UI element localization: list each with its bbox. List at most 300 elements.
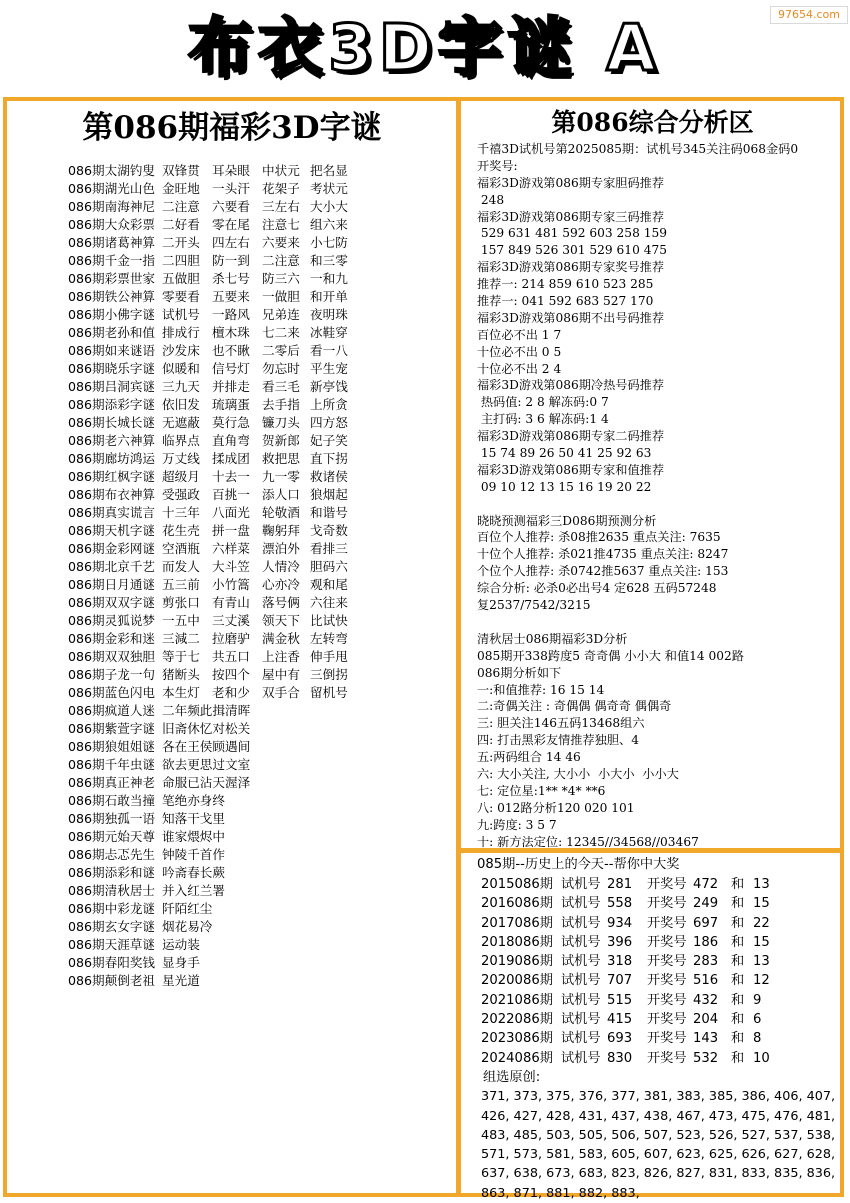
analysis-line: 个位个人推荐: 杀0742推5637 重点关注: 153 [477, 564, 729, 579]
riddle-source: 086期独孤一语 [68, 811, 156, 826]
riddle-clue: 三九天 [162, 379, 200, 394]
riddle-clue: 旧斋休忆对松关 [162, 721, 251, 736]
sum-value: 13 [753, 954, 770, 970]
riddle-clue: 一做胆 [262, 289, 300, 304]
riddle-row [68, 864, 456, 882]
riddle-clue: 看一八 [310, 343, 348, 358]
riddle-clue: 救诸侯 [310, 469, 348, 484]
test-number: 934 [607, 915, 633, 931]
riddle-clue: 老和少 [212, 685, 250, 700]
riddle-row [68, 486, 456, 504]
riddle-source: 086期紫萱字谜 [68, 721, 156, 736]
riddle-row [68, 882, 456, 900]
history-row [477, 894, 841, 913]
sum-label: 和 [731, 896, 745, 912]
riddle-row [68, 648, 456, 666]
history-row [477, 1049, 841, 1068]
riddle-clue: 剪张口 [162, 595, 200, 610]
riddle-clue: 耳朵眼 [212, 163, 250, 178]
riddle-clue: 和开单 [310, 289, 348, 304]
riddle-clue: 二四胆 [162, 253, 200, 268]
draw-number-label: 开奖号 [647, 1031, 687, 1047]
combo-numbers: 371, 373, 375, 376, 377, 381, 383, 385, 386, 406, 407, 426, 427, 428, 431, 437, 438, 467, 473, 475, 476, 481, 483, 485, 503, 505, 506, 507, 523, 526, 527, 537, 538, 571, 573, 581, 583, 605, 607, 623, 625, 626, 627, 628, 637, 638, 673, 683, 823, 826, 827, 831, 833, 835, 836, 863, 871, 881, 882, 883, [481, 1089, 836, 1201]
sum-value: 12 [753, 973, 770, 989]
riddle-source: 086期长城长谜 [68, 415, 156, 430]
test-number: 281 [607, 877, 633, 892]
riddle-clue: 拼一盘 [212, 523, 250, 538]
riddle-clue: 五做胆 [162, 271, 200, 286]
riddle-clue: 二好看 [162, 217, 200, 232]
riddle-source: 086期小佛字谜 [68, 307, 156, 322]
sum-label: 和 [731, 954, 745, 970]
test-number: 693 [607, 1031, 633, 1047]
riddle-row [68, 720, 456, 738]
riddle-clue: 运动装 [162, 937, 200, 952]
riddle-clue: 镰刀头 [262, 415, 300, 430]
riddle-clue: 双锋贯 [162, 163, 200, 178]
riddle-row [68, 342, 456, 360]
riddle-row [68, 216, 456, 234]
analysis-line: 千禧3D试机号第2025085期：试机号345关注码068金码0 [477, 142, 799, 156]
history-issue: 2018086期 [481, 934, 553, 950]
riddle-source: 086期真正神老 [68, 775, 156, 790]
riddle-clue: 而发人 [162, 559, 200, 574]
analysis-line: 085期开338跨度5 奇奇偶 小小大 和值14 002路 [477, 648, 744, 663]
riddle-clue: 受强政 [162, 487, 200, 502]
analysis-line: 九:跨度: 3 5 7 [477, 817, 557, 832]
riddle-clue: 中状元 [262, 163, 300, 178]
draw-number-label: 开奖号 [647, 1012, 687, 1028]
riddle-clue: 有青山 [212, 595, 250, 610]
draw-number: 249 [693, 896, 719, 912]
draw-number: 186 [693, 934, 719, 950]
riddle-source: 086期玄女字谜 [68, 919, 156, 934]
riddle-clue: 六样菜 [212, 541, 250, 556]
riddle-source: 086期千金一指 [68, 253, 156, 268]
riddle-clue: 新亭饯 [310, 379, 348, 394]
riddle-clue: 一路风 [212, 307, 250, 322]
draw-number-label: 开奖号 [647, 934, 687, 950]
riddle-row [68, 612, 456, 630]
riddle-clue: 五三前 [162, 577, 200, 592]
riddle-row [68, 288, 456, 306]
riddle-source: 086期双双独胆 [68, 649, 156, 664]
riddle-row [68, 234, 456, 252]
riddle-clue: 满金秋 [262, 631, 300, 646]
riddle-clue: 屋中有 [262, 667, 300, 682]
riddle-clue: 临界点 [162, 433, 200, 448]
riddle-clue: 二年频此揖清晖 [162, 703, 251, 718]
riddle-clue: 三丈溪 [212, 613, 250, 628]
riddle-source: 086期忐忑先生 [68, 847, 156, 862]
riddle-source: 086期颠倒老祖 [68, 973, 156, 988]
analysis-line: 529 631 481 592 603 258 159 [477, 226, 667, 241]
riddle-source: 086期千年虫谜 [68, 757, 156, 772]
riddle-clue: 零要看 [162, 289, 200, 304]
riddle-clue: 揉成团 [212, 451, 250, 466]
riddle-row [68, 198, 456, 216]
analysis-line: 推荐一: 214 859 610 523 285 [477, 277, 654, 292]
history-issue: 2022086期 [481, 1012, 553, 1028]
analysis-line: 十位个人推荐: 杀021推4735 重点关注: 8247 [477, 547, 729, 562]
riddle-clue: 依旧发 [162, 397, 200, 412]
analysis-line: 福彩3D游戏第086期专家奖号推荐 [477, 260, 665, 275]
riddle-clue: 烟花易冷 [162, 919, 213, 934]
analysis-line: 综合分析: 必杀0必出号4 定628 五码57248 [477, 581, 717, 596]
riddle-clue: 大小大 [310, 199, 348, 214]
riddle-source: 086期金彩网谜 [68, 541, 156, 556]
riddle-source: 086期添彩字谜 [68, 397, 156, 412]
test-number-label: 试机号 [561, 934, 601, 950]
riddle-clue: 百挑一 [212, 487, 250, 502]
riddle-clue: 零在尾 [212, 217, 250, 232]
riddle-clue: 三倒拐 [310, 667, 348, 682]
test-number-label: 试机号 [561, 896, 601, 912]
sum-value: 6 [753, 1012, 762, 1028]
riddle-clue: 一五中 [162, 613, 200, 628]
draw-number-label: 开奖号 [647, 915, 687, 931]
history-row [477, 971, 841, 990]
riddle-clue: 直角弯 [212, 433, 250, 448]
riddle-clue: 兄弟连 [262, 307, 300, 322]
riddle-clue: 夜明珠 [310, 307, 348, 322]
draw-number-label: 开奖号 [647, 877, 687, 892]
riddle-row [68, 828, 456, 846]
riddle-source: 086期天涯草谜 [68, 937, 156, 952]
test-number: 515 [607, 992, 633, 1008]
analysis-line: 百位必不出 1 7 [477, 327, 562, 342]
analysis-line: 清秋居士086期福彩3D分析 [477, 631, 628, 646]
analysis-line: 复2537/7542/3215 [477, 598, 591, 613]
riddle-clue: 檀木珠 [212, 325, 250, 340]
riddle-clue: 注意七 [262, 217, 300, 232]
riddle-clue: 四左右 [212, 235, 250, 250]
riddle-row [68, 594, 456, 612]
riddle-clue: 四方怒 [310, 415, 348, 430]
riddle-clue: 命服已沾天渥泽 [162, 775, 251, 790]
riddle-row [68, 684, 456, 702]
draw-number: 697 [693, 915, 719, 931]
sum-value: 15 [753, 934, 770, 950]
riddle-clue: 十去一 [212, 469, 250, 484]
analysis-line: 热码值: 2 8 解冻码:0 7 [477, 395, 609, 410]
riddle-clue: 漂泊外 [262, 541, 300, 556]
history-issue: 2021086期 [481, 992, 553, 1008]
sum-value: 22 [753, 915, 770, 931]
analysis-line: 七: 定位星:1** *4* **6 [477, 783, 606, 798]
riddle-source: 086期晓乐字谜 [68, 361, 156, 376]
analysis-line: 四: 打击黑彩友情推荐独胆、4 [477, 733, 639, 748]
analysis-title: 第086综合分析区 [551, 108, 754, 137]
riddle-clue: 也不瞅 [212, 343, 250, 358]
test-number-label: 试机号 [561, 877, 601, 892]
riddle-row [68, 666, 456, 684]
history-issue: 2015086期 [481, 877, 553, 892]
riddle-clue: 花生壳 [162, 523, 200, 538]
draw-number-label: 开奖号 [647, 896, 687, 912]
riddle-row [68, 360, 456, 378]
sum-label: 和 [731, 973, 745, 989]
combo-title: 组选原创: [483, 1069, 541, 1085]
test-number: 415 [607, 1012, 633, 1028]
analysis-line: 三: 胆关注146五码13468组六 [477, 716, 645, 731]
analysis-line: 086期分析如下 [477, 665, 562, 680]
analysis-line: 五:两码组合 14 46 [477, 750, 581, 765]
riddle-clue: 金旺地 [162, 181, 200, 196]
riddle-clue: 人情冷 [262, 559, 300, 574]
history-row [477, 914, 841, 933]
riddle-clue: 留机号 [310, 685, 348, 700]
history-issue: 2020086期 [481, 973, 553, 989]
history-issue: 2023086期 [481, 1031, 553, 1047]
column-divider [456, 97, 461, 1197]
riddle-clue: 谁家煨烬中 [162, 829, 225, 844]
riddle-clue: 信号灯 [212, 361, 250, 376]
banner-title: 布衣3D字谜 A [188, 12, 662, 86]
riddle-clue: 并入红兰署 [162, 883, 225, 898]
draw-number: 143 [693, 1031, 719, 1047]
riddle-clue: 万丈线 [162, 451, 200, 466]
history-row [477, 1010, 841, 1029]
riddle-clue: 看排三 [310, 541, 348, 556]
riddle-clue: 七二来 [262, 325, 300, 340]
analysis-line: 十位必不出 0 5 [477, 344, 562, 359]
analysis-line: 157 849 526 301 529 610 475 [477, 243, 667, 258]
draw-number: 532 [693, 1050, 719, 1066]
riddle-row [68, 378, 456, 396]
riddle-source: 086期石敢当撞 [68, 793, 156, 808]
history-panel [477, 855, 841, 1203]
riddle-clue: 二注意 [162, 199, 200, 214]
riddle-clue: 六往来 [310, 595, 348, 610]
riddle-row [68, 270, 456, 288]
analysis-line: 福彩3D游戏第086期专家和值推荐 [477, 462, 665, 477]
riddle-clue: 落号俩 [262, 595, 300, 610]
riddle-clue: 吟斋春长蕨 [162, 865, 225, 880]
riddle-source: 086期吕洞宾谜 [68, 379, 156, 394]
riddle-clue: 共五口 [212, 649, 250, 664]
riddle-source: 086期南海神尼 [68, 199, 156, 214]
test-number-label: 试机号 [561, 954, 601, 970]
history-issue: 2016086期 [481, 896, 553, 912]
test-number: 318 [607, 954, 633, 970]
riddle-clue: 平生宠 [310, 361, 348, 376]
riddle-clue: 十三年 [162, 505, 200, 520]
riddle-source: 086期湖光山色 [68, 181, 156, 196]
test-number: 558 [607, 896, 633, 912]
riddle-clue: 本生灯 [162, 685, 200, 700]
riddle-clue: 添人口 [262, 487, 300, 502]
riddle-clue: 双手合 [262, 685, 300, 700]
draw-number: 472 [693, 877, 719, 892]
riddle-row [68, 162, 456, 180]
riddle-row [68, 450, 456, 468]
riddle-clue: 狼烟起 [310, 487, 348, 502]
history-issue: 2017086期 [481, 915, 553, 931]
riddle-clue: 考状元 [310, 181, 348, 196]
riddle-clue: 和三零 [310, 253, 348, 268]
analysis-line: 二:奇偶关注 : 奇偶偶 偶奇奇 偶偶奇 [477, 699, 672, 714]
sum-label: 和 [731, 877, 745, 892]
riddle-clue: 二零后 [262, 343, 300, 358]
sum-label: 和 [731, 1012, 745, 1028]
riddle-clue: 花架子 [262, 181, 300, 196]
riddle-source: 086期彩票世家 [68, 271, 156, 286]
riddle-clue: 排成行 [162, 325, 200, 340]
riddle-clue: 观和尾 [310, 577, 348, 592]
riddle-clue: 贺新郎 [262, 433, 300, 448]
riddle-clue: 领天下 [262, 613, 300, 628]
riddle-row [68, 756, 456, 774]
riddle-row [68, 702, 456, 720]
riddle-clue: 鞠躬拜 [262, 523, 300, 538]
test-number-label: 试机号 [561, 973, 601, 989]
riddle-clue: 上所贪 [310, 397, 348, 412]
riddle-row [68, 792, 456, 810]
draw-number-label: 开奖号 [647, 973, 687, 989]
riddle-clue: 一和九 [310, 271, 348, 286]
riddle-clue: 二开头 [162, 235, 200, 250]
riddle-clue: 防一到 [212, 253, 250, 268]
riddle-row [68, 252, 456, 270]
analysis-panel [477, 141, 841, 850]
riddle-clue: 直下拐 [310, 451, 348, 466]
history-row [477, 933, 841, 952]
riddle-clue: 沙发床 [162, 343, 200, 358]
riddle-clue: 二注意 [262, 253, 300, 268]
riddle-source: 086期布衣神算 [68, 487, 156, 502]
riddle-clue: 伸手甩 [310, 649, 348, 664]
riddle-row [68, 504, 456, 522]
analysis-line: 八: 012路分析120 020 101 [477, 800, 635, 815]
riddle-row [68, 774, 456, 792]
history-row [477, 991, 841, 1010]
riddle-clue: 一头汗 [212, 181, 250, 196]
riddle-clue: 六要来 [262, 235, 300, 250]
riddle-row [68, 414, 456, 432]
riddle-clue: 笔绝亦身终 [162, 793, 225, 808]
riddle-clue: 等于七 [162, 649, 200, 664]
riddle-row [68, 738, 456, 756]
riddle-source: 086期疯道人迷 [68, 703, 156, 718]
draw-number-label: 开奖号 [647, 954, 687, 970]
riddle-clue: 九一零 [262, 469, 300, 484]
history-rows [477, 875, 841, 1068]
riddle-clue: 三減二 [162, 631, 200, 646]
riddle-source: 086期元始天尊 [68, 829, 156, 844]
riddle-clue: 杀七号 [212, 271, 250, 286]
analysis-line: 开奖号: [477, 158, 518, 173]
riddle-source: 086期狼姐姐谜 [68, 739, 156, 754]
riddle-source: 086期诸葛神算 [68, 235, 156, 250]
riddle-clue: 小七防 [310, 235, 348, 250]
history-row [477, 875, 841, 894]
draw-number: 283 [693, 954, 719, 970]
riddle-clue: 组六来 [310, 217, 348, 232]
riddle-source: 086期蓝色闪电 [68, 685, 156, 700]
analysis-line: 福彩3D游戏第086期不出号码推荐 [477, 310, 665, 325]
riddle-source: 086期天机字谜 [68, 523, 156, 538]
analysis-line: 福彩3D游戏第086期冷热号码推荐 [477, 378, 665, 393]
test-number: 707 [607, 973, 633, 989]
riddle-row [68, 540, 456, 558]
riddle-clue: 上注香 [262, 649, 300, 664]
riddle-clue: 星光道 [162, 973, 200, 988]
analysis-line: 推荐一: 041 592 683 527 170 [477, 294, 654, 309]
riddle-source: 086期添彩和谜 [68, 865, 156, 880]
riddle-source: 086期金彩和迷 [68, 631, 156, 646]
riddle-clue: 六要看 [212, 199, 250, 214]
riddle-row [68, 900, 456, 918]
riddle-clue: 阡陌红尘 [162, 901, 213, 916]
test-number-label: 试机号 [561, 1012, 601, 1028]
riddle-clue: 心亦冷 [262, 577, 300, 592]
sum-value: 10 [753, 1050, 770, 1066]
analysis-line [477, 496, 841, 513]
riddle-clue: 小竹篙 [212, 577, 250, 592]
test-number-label: 试机号 [561, 1031, 601, 1047]
analysis-line: 福彩3D游戏第086期专家胆码推荐 [477, 175, 665, 190]
sum-value: 9 [753, 992, 762, 1008]
riddle-source: 086期老六神算 [68, 433, 156, 448]
riddle-clue: 把名显 [310, 163, 348, 178]
history-issue: 2024086期 [481, 1050, 553, 1066]
riddle-clue: 救把思 [262, 451, 300, 466]
analysis-line: 晓晓预测福彩三D086期预测分析 [477, 513, 657, 528]
riddle-clue: 知落干戈里 [162, 811, 225, 826]
riddle-row [68, 630, 456, 648]
riddle-clue: 超级月 [162, 469, 200, 484]
riddle-source: 086期红枫字谜 [68, 469, 156, 484]
analysis-line [477, 614, 841, 631]
riddle-row [68, 468, 456, 486]
riddle-clue: 防三六 [262, 271, 300, 286]
test-number-label: 试机号 [561, 1050, 601, 1066]
riddle-source: 086期日月通谜 [68, 577, 156, 592]
riddle-row [68, 396, 456, 414]
riddle-clue: 显身手 [162, 955, 200, 970]
riddle-source: 086期北京千艺 [68, 559, 156, 574]
riddle-clue: 莫行急 [212, 415, 250, 430]
analysis-line: 六: 大小关注, 大小小 小大小 小小大 [477, 766, 679, 781]
sum-value: 8 [753, 1031, 762, 1047]
riddle-source: 086期如来谜语 [68, 343, 156, 358]
page-banner [0, 8, 850, 90]
site-watermark: 97654.com [770, 6, 848, 24]
riddle-row [68, 522, 456, 540]
analysis-line: 一:和值推荐: 16 15 14 [477, 682, 605, 697]
draw-number: 204 [693, 1012, 719, 1028]
analysis-line: 福彩3D游戏第086期专家二码推荐 [477, 429, 665, 444]
riddle-source: 086期太湖钓叟 [68, 163, 156, 178]
sum-label: 和 [731, 992, 745, 1008]
riddle-source: 086期子龙一句 [68, 667, 156, 682]
riddle-clue: 拉磨驴 [212, 631, 250, 646]
riddle-clue: 勿忘时 [262, 361, 300, 376]
riddle-clue: 无遮蔽 [162, 415, 200, 430]
history-title: 085期--历史上的今天--帮你中大奖 [477, 857, 680, 872]
analysis-line: 福彩3D游戏第086期专家三码推荐 [477, 209, 665, 224]
sum-label: 和 [731, 1031, 745, 1047]
riddle-source: 086期双双字谜 [68, 595, 156, 610]
riddle-clue: 空酒瓶 [162, 541, 200, 556]
sum-label: 和 [731, 934, 745, 950]
riddle-source: 086期真实谎言 [68, 505, 156, 520]
riddle-clue: 各在王侯顾遇间 [162, 739, 251, 754]
analysis-line: 09 10 12 13 15 16 19 20 22 [477, 479, 652, 494]
draw-number: 516 [693, 973, 719, 989]
history-row [477, 1029, 841, 1048]
